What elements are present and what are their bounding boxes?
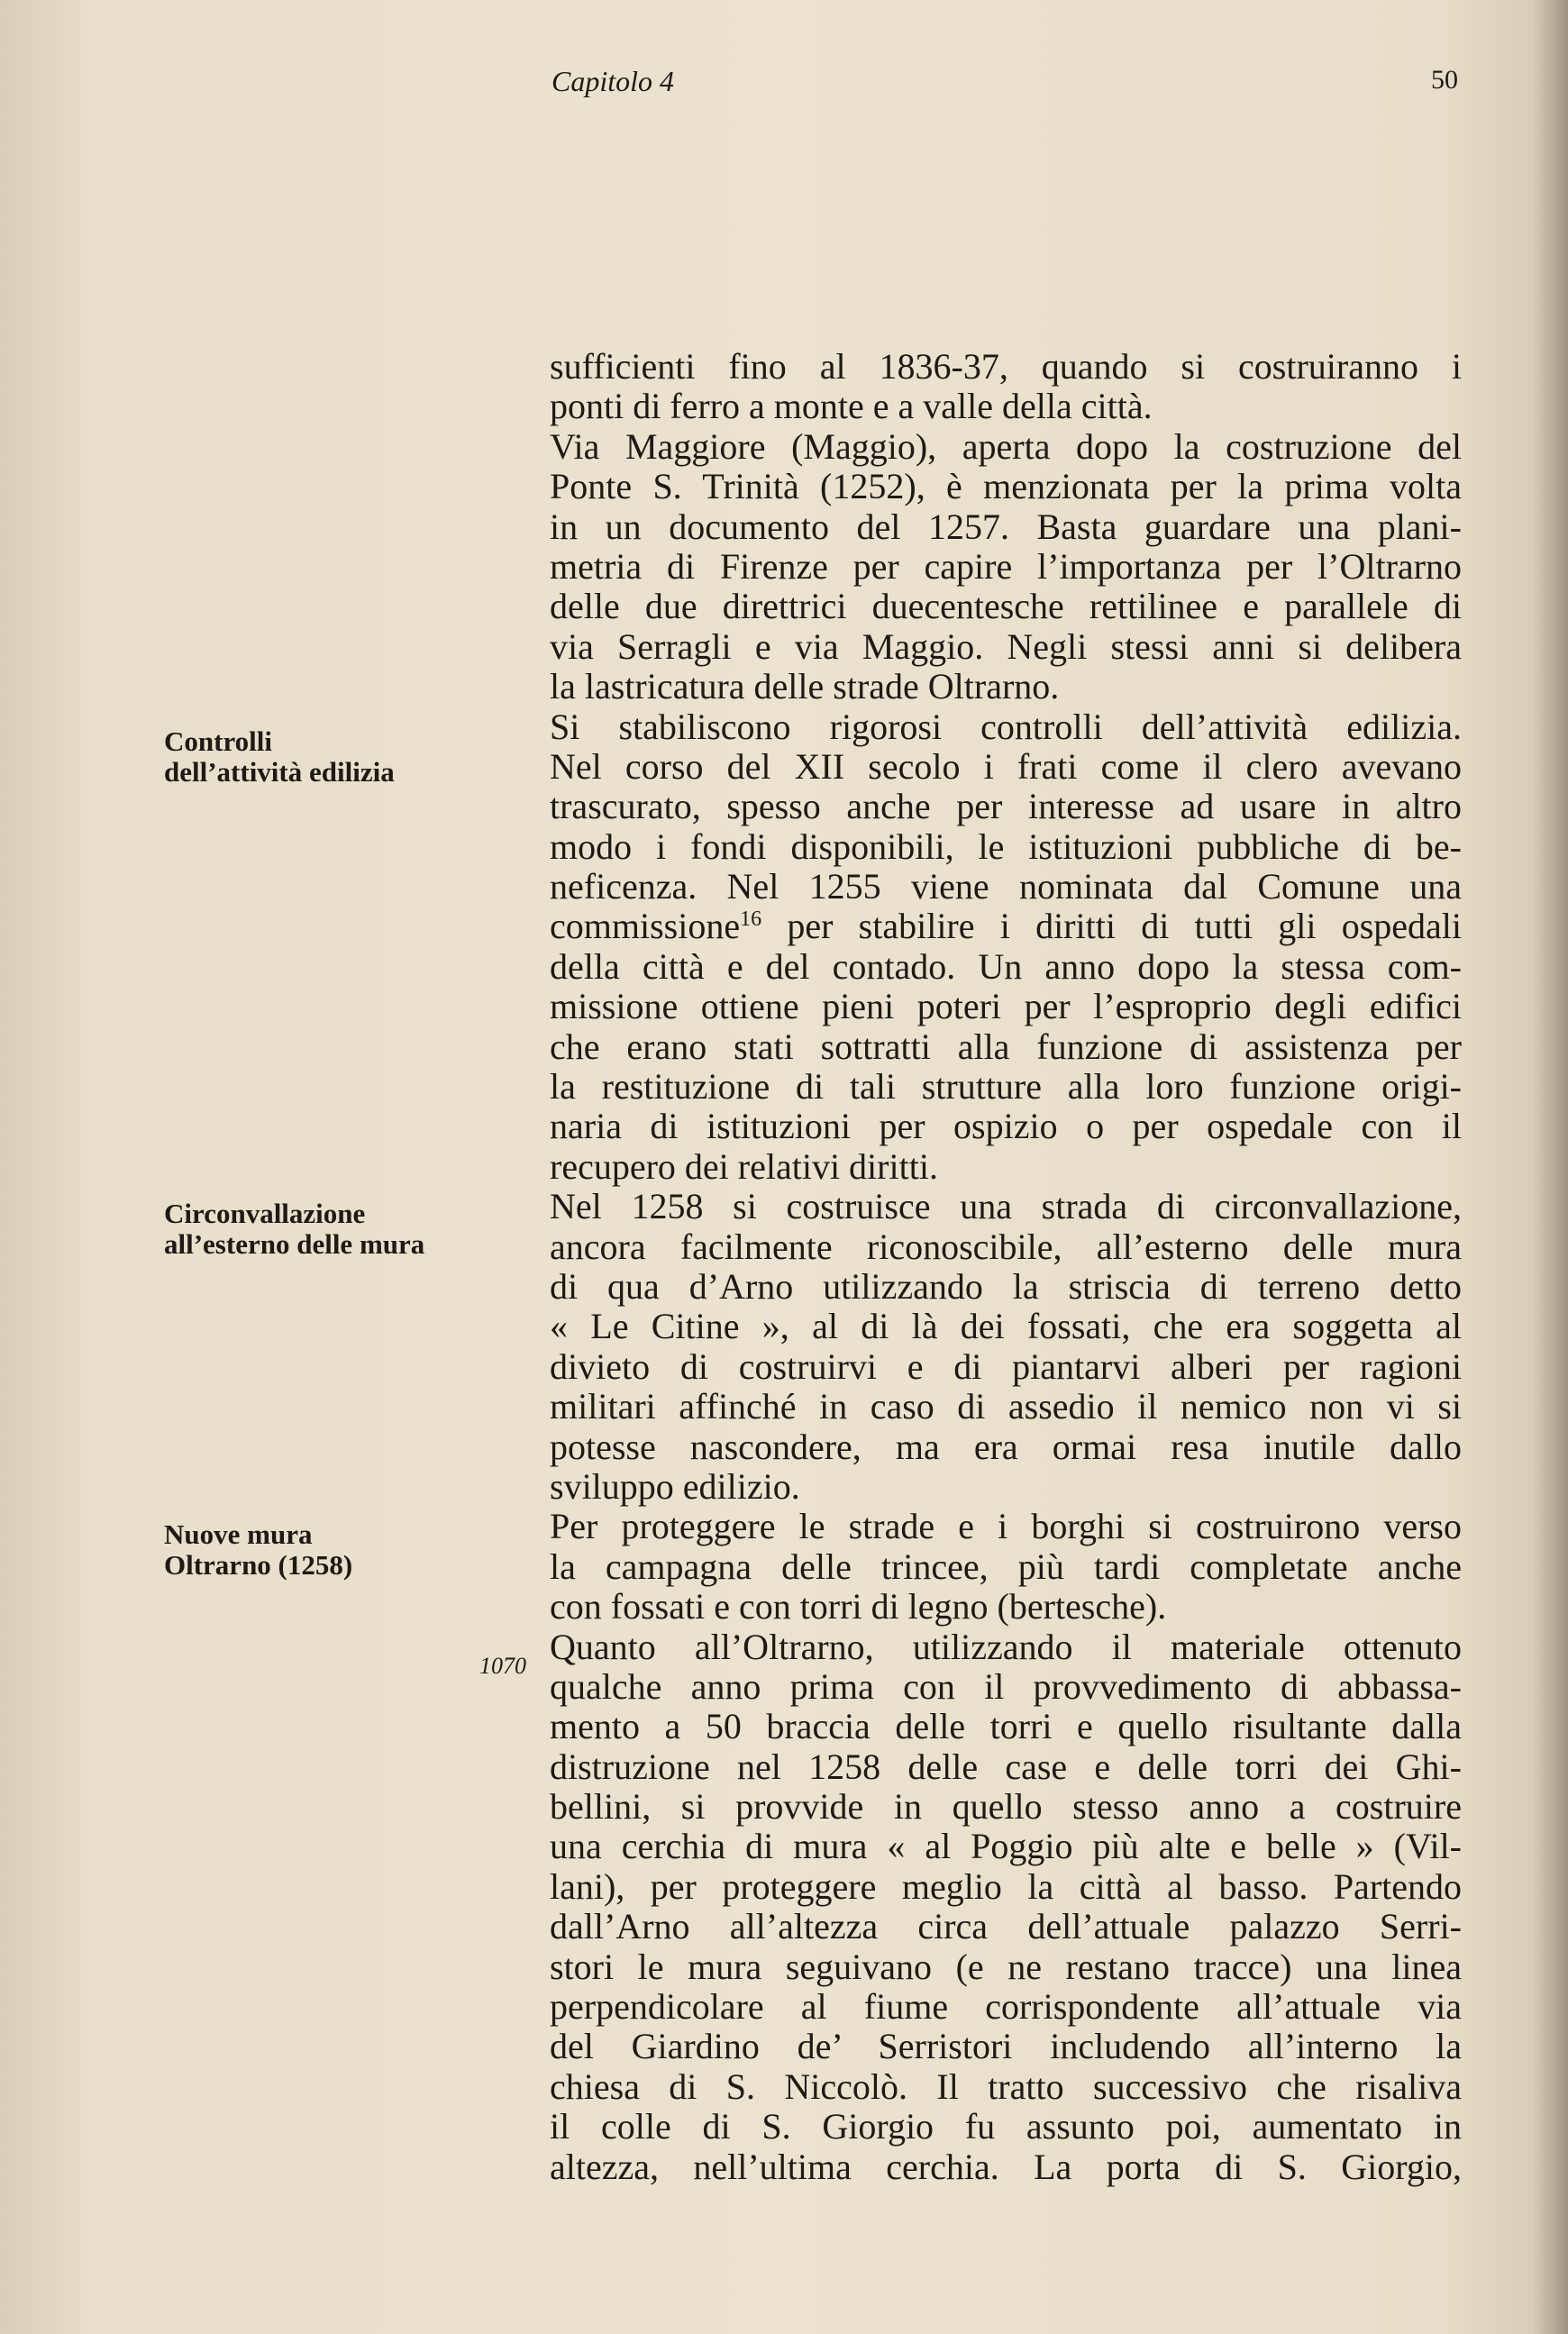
margin-note-nuove-mura	[164, 1519, 524, 1581]
text-line: ancora facilmente riconoscibile, all’esterno delle mura	[550, 1226, 1462, 1267]
margin-note-line: dell’attività edilizia	[164, 756, 395, 788]
margin-note-line: all’esterno delle mura	[164, 1228, 425, 1260]
text-line-with-footnote	[550, 907, 1462, 946]
text-line: potesse nascondere, ma era ormai resa inutile dallo	[550, 1426, 1462, 1467]
text-line: la restituzione di tali strutture alla loro funzione origi-	[550, 1066, 1462, 1108]
text-line: missione ottiene pieni poteri per l’esproprio degli edifici	[550, 986, 1462, 1027]
text-line: Ponte S. Trinità (1252), è menzionata per la prima volta	[550, 466, 1462, 507]
text-line: trascurato, spesso anche per interesse ad usare in altro	[550, 786, 1462, 827]
text-line: lani), per proteggere meglio la città al basso. Partendo	[550, 1865, 1462, 1907]
text-line: stori le mura seguivano (e ne restano tracce) una linea	[550, 1946, 1462, 1987]
text-line: delle due direttrici duecentesche rettilinee e parallele di	[550, 586, 1462, 627]
body-text	[550, 347, 1462, 2187]
text-fragment: commissione	[550, 906, 741, 947]
text-line: divieto di costruirvi e di piantarvi alberi per ragioni	[550, 1345, 1462, 1387]
margin-note-line: Oltrarno (1258)	[164, 1549, 353, 1581]
text-line: naria di istituzioni per ospizio o per ospedale con il	[550, 1106, 1462, 1147]
page-number: 50	[1431, 65, 1458, 95]
text-line: altezza, nell’ultima cerchia. La porta di S. Giorgio,	[550, 2146, 1462, 2187]
page-binding-shadow	[1532, 0, 1568, 2334]
text-line: la lastricatura delle strade Oltrarno.	[550, 666, 1060, 707]
text-line: Per proteggere le strade e i borghi si costruirono verso	[550, 1506, 1462, 1547]
text-line: perpendicolare al fiume corrispondente all’attuale via	[550, 1986, 1462, 2028]
text-line: qualche anno prima con il provvedimento di abbassa-	[550, 1665, 1462, 1707]
margin-note-controlli	[164, 726, 524, 788]
text-line: recupero dei relativi diritti.	[550, 1145, 938, 1187]
margin-note-circonvallazione	[164, 1199, 524, 1260]
text-line: una cerchia di mura « al Poggio più alte e belle » (Vil-	[550, 1826, 1462, 1867]
text-line: ponti di ferro a monte e a valle della città.	[550, 386, 1153, 427]
text-line: distruzione nel 1258 delle case e delle torri dei Ghi-	[550, 1746, 1462, 1787]
text-line: bellini, si provvide in quello stesso anno a costruire	[550, 1786, 1462, 1828]
text-line: Nel 1258 si costruisce una strada di circonvallazione,	[550, 1186, 1462, 1227]
margin-note-line: Circonvallazione	[164, 1198, 366, 1229]
text-line: militari affinché in caso di assedio il nemico non vi si	[550, 1386, 1462, 1427]
text-line: modo i fondi disponibili, le istituzioni pubbliche di be-	[550, 825, 1462, 867]
text-line: il colle di S. Giorgio fu assunto poi, aumentato in	[550, 2106, 1462, 2147]
text-line: la campagna delle trincee, più tardi completate anche	[550, 1545, 1462, 1587]
running-title: Capitolo 4	[552, 65, 675, 97]
text-line: Quanto all’Oltrarno, utilizzando il materiale ottenuto	[550, 1626, 1462, 1667]
footnote-reference[interactable]: 16	[740, 907, 762, 932]
text-line: sviluppo edilizio.	[550, 1465, 800, 1507]
text-line: dall’Arno all’altezza circa dell’attuale palazzo Serri-	[550, 1906, 1462, 1947]
text-line: in un documento del 1257. Basta guardare una plani-	[550, 506, 1462, 547]
text-line: metria di Firenze per capire l’importanza per l’Oltrarno	[550, 545, 1462, 587]
text-line: mento a 50 braccia delle torri e quello risultante dalla	[550, 1706, 1462, 1747]
text-line: che erano stati sottratti alla funzione di assistenza per	[550, 1026, 1462, 1067]
margin-note-line: Nuove mura	[164, 1518, 313, 1550]
text-line: della città e del contado. Un anno dopo la stessa com-	[550, 945, 1462, 987]
text-line: Nel corso del XII secolo i frati come il clero avevano	[550, 745, 1462, 787]
margin-line-number: 1070	[479, 1653, 526, 1679]
text-line: sufficienti fino al 1836-37, quando si costruiranno i	[550, 346, 1462, 387]
text-line: del Giardino de’ Serristori includendo all’interno la	[550, 2026, 1462, 2067]
text-line: chiesa di S. Niccolò. Il tratto successivo che risaliva	[550, 2065, 1462, 2107]
text-line: neficenza. Nel 1255 viene nominata dal Comune una	[550, 866, 1462, 907]
margin-note-line: Controlli	[164, 725, 272, 757]
text-fragment: per stabilire i diritti di tutti gli ospedali	[787, 906, 1463, 947]
text-line: Via Maggiore (Maggio), aperta dopo la costruzione del	[550, 425, 1462, 467]
text-line: « Le Citine », al di là dei fossati, che era soggetta al	[550, 1306, 1462, 1347]
text-line: di qua d’Arno utilizzando la striscia di terreno detto	[550, 1265, 1462, 1307]
text-line: Si stabiliscono rigorosi controlli dell’attività edilizia.	[550, 706, 1462, 747]
text-line: via Serragli e via Maggio. Negli stessi anni si delibera	[550, 625, 1462, 667]
text-line: con fossati e con torri di legno (bertesche).	[550, 1586, 1167, 1627]
